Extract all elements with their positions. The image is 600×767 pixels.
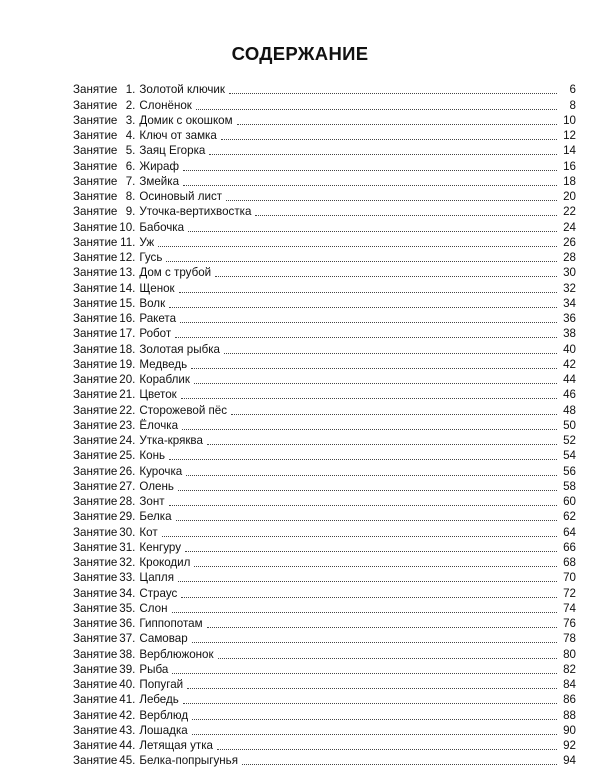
dot-leader [180, 313, 557, 323]
lesson-number: 21. [119, 388, 136, 402]
lesson-label: Занятие [73, 754, 118, 767]
lesson-title: Осиновый лист [139, 190, 223, 203]
lesson-number: 32. [119, 556, 136, 569]
page-number: 84 [563, 678, 576, 691]
lesson-number: 30. [119, 525, 136, 539]
lesson-label: Занятие [73, 449, 118, 463]
lesson-title: Медведь [139, 357, 188, 371]
page-number: 78 [563, 632, 576, 646]
dot-leader [207, 435, 557, 445]
dot-leader [179, 283, 557, 293]
lesson-number: 43. [119, 723, 136, 737]
toc-entry [73, 264, 576, 279]
lesson-number: 41. [119, 693, 136, 707]
table-of-contents [73, 81, 576, 767]
lesson-label: Занятие [73, 678, 118, 691]
dot-leader [169, 496, 557, 506]
lesson-label: Занятие [73, 723, 118, 737]
lesson-title: Рыба [139, 662, 169, 676]
toc-entry [73, 630, 576, 645]
lesson-label: Занятие [73, 357, 118, 371]
lesson-title: Зонт [139, 495, 165, 508]
toc-entry [73, 615, 576, 630]
page-number: 66 [563, 540, 576, 554]
dot-leader [188, 222, 557, 232]
lesson-label: Занятие [73, 571, 118, 585]
lesson-title: Цветок [139, 388, 177, 402]
toc-entry [73, 523, 576, 538]
lesson-title: Лебедь [139, 693, 179, 707]
lesson-number: 20. [119, 373, 136, 386]
lesson-title: Жираф [139, 159, 179, 173]
toc-entry [73, 310, 576, 325]
dot-leader [218, 649, 557, 659]
lesson-title: Дом с трубой [139, 266, 212, 280]
page-number: 50 [563, 418, 576, 432]
lesson-title: Слонёнок [139, 98, 192, 112]
lesson-label: Занятие [73, 266, 118, 280]
page-title: СОДЕРЖАНИЕ [231, 43, 369, 64]
lesson-title: Олень [139, 479, 174, 493]
dot-leader [183, 161, 557, 171]
lesson-label: Занятие [73, 708, 118, 722]
lesson-label: Занятие [73, 113, 118, 127]
dot-leader [182, 420, 557, 430]
page-number: 26 [563, 235, 576, 249]
page-number: 32 [563, 281, 576, 295]
lesson-title: Белка-попрыгунья [139, 754, 238, 767]
lesson-title: Сторожевой пёс [139, 403, 228, 417]
dot-leader [187, 679, 557, 689]
toc-entry [73, 356, 576, 371]
lesson-number: 1. [125, 83, 136, 97]
lesson-number: 22. [119, 403, 136, 417]
toc-entry [73, 218, 576, 233]
lesson-number: 8. [125, 190, 136, 203]
dot-leader [169, 298, 557, 308]
toc-entry [73, 188, 576, 203]
lesson-label: Занятие [73, 220, 118, 234]
page-number: 56 [563, 464, 576, 478]
lesson-number: 33. [119, 571, 136, 585]
lesson-label: Занятие [73, 174, 118, 188]
lesson-title: Золотой ключик [139, 83, 225, 97]
lesson-title: Заяц Егорка [139, 144, 206, 158]
dot-leader [181, 588, 557, 598]
lesson-title: Белка [139, 510, 172, 524]
lesson-title: Страус [139, 586, 178, 600]
dot-leader [181, 389, 557, 399]
dot-leader [207, 618, 557, 628]
lesson-title: Змейка [139, 174, 180, 188]
toc-entry [73, 417, 576, 432]
page-number: 28 [563, 251, 576, 264]
toc-entry [73, 340, 576, 355]
page-number: 14 [563, 144, 576, 158]
lesson-label: Занятие [73, 312, 118, 325]
lesson-label: Занятие [73, 479, 118, 493]
lesson-label: Занятие [73, 540, 118, 554]
lesson-title: Конь [139, 449, 166, 463]
page-number: 24 [563, 220, 576, 234]
lesson-title: Ключ от замка [139, 129, 217, 142]
page-number: 54 [563, 449, 576, 463]
lesson-title: Кораблик [139, 373, 190, 386]
lesson-title: Домик с окошком [139, 113, 233, 127]
lesson-number: 5. [125, 144, 136, 158]
lesson-number: 37. [119, 632, 136, 646]
lesson-label: Занятие [73, 464, 118, 478]
page-number: 42 [563, 357, 576, 371]
page-number: 80 [563, 647, 576, 661]
lesson-label: Занятие [73, 632, 118, 646]
toc-entry [73, 432, 576, 447]
dot-leader [217, 740, 557, 750]
dot-leader [162, 527, 557, 537]
lesson-label: Занятие [73, 205, 118, 219]
lesson-number: 27. [119, 479, 136, 493]
page-number: 46 [563, 388, 576, 402]
lesson-number: 13. [119, 266, 136, 280]
toc-entry [73, 752, 576, 767]
toc-entry [73, 508, 576, 523]
page-number: 88 [563, 708, 576, 722]
page-number: 12 [563, 129, 576, 142]
dot-leader [178, 572, 557, 582]
toc-entry [73, 325, 576, 340]
dot-leader [183, 176, 557, 186]
toc-entry [73, 173, 576, 188]
lesson-label: Занятие [73, 434, 118, 447]
lesson-number: 19. [119, 357, 136, 371]
toc-entry [73, 81, 576, 96]
lesson-title: Верблюд [139, 708, 189, 722]
lesson-label: Занятие [73, 190, 118, 203]
page-number: 86 [563, 693, 576, 707]
dot-leader [186, 466, 557, 476]
page-number: 58 [563, 479, 576, 493]
dot-leader [237, 115, 557, 125]
lesson-title: Щенок [139, 281, 175, 295]
lesson-number: 12. [119, 251, 136, 264]
toc-entry [73, 706, 576, 721]
dot-leader [194, 557, 557, 567]
dot-leader [192, 710, 557, 720]
toc-entry [73, 249, 576, 264]
toc-entry [73, 493, 576, 508]
lesson-title: Верблюжонок [139, 647, 214, 661]
lesson-label: Занятие [73, 495, 118, 508]
page-number: 38 [563, 327, 576, 341]
dot-leader [224, 344, 557, 354]
page-number: 8 [569, 98, 576, 112]
toc-entry [73, 661, 576, 676]
page-number: 6 [569, 83, 576, 97]
dot-leader [176, 511, 557, 521]
page-number: 60 [563, 495, 576, 508]
lesson-number: 9. [125, 205, 136, 219]
lesson-label: Занятие [73, 281, 118, 295]
lesson-title: Золотая рыбка [139, 342, 220, 356]
lesson-number: 39. [119, 662, 136, 676]
lesson-title: Слон [139, 601, 168, 615]
dot-leader [229, 84, 557, 94]
toc-entry [73, 645, 576, 660]
dot-leader [185, 542, 557, 552]
lesson-number: 25. [119, 449, 136, 463]
page-number: 92 [563, 739, 576, 752]
lesson-number: 40. [119, 678, 136, 691]
lesson-label: Занятие [73, 617, 118, 630]
toc-entry [73, 112, 576, 127]
toc-entry [73, 127, 576, 142]
dot-leader [231, 405, 557, 415]
toc-entry [73, 462, 576, 477]
page-number: 18 [563, 174, 576, 188]
page-number: 16 [563, 159, 576, 173]
page-number: 94 [563, 754, 576, 767]
lesson-label: Занятие [73, 525, 118, 539]
dot-leader [215, 267, 557, 277]
lesson-title: Крокодил [139, 556, 191, 569]
page-number: 30 [563, 266, 576, 280]
lesson-title: Утка-кряква [139, 434, 203, 447]
toc-entry [73, 554, 576, 569]
lesson-label: Занятие [73, 647, 118, 661]
lesson-label: Занятие [73, 296, 118, 310]
dot-leader [172, 664, 557, 674]
toc-entry [73, 279, 576, 294]
lesson-number: 26. [119, 464, 136, 478]
lesson-number: 35. [119, 601, 136, 615]
page-number: 36 [563, 312, 576, 325]
lesson-label: Занятие [73, 342, 118, 356]
lesson-title: Цапля [139, 571, 174, 585]
lesson-label: Занятие [73, 159, 118, 173]
lesson-number: 34. [119, 586, 136, 600]
page-number: 64 [563, 525, 576, 539]
lesson-number: 23. [119, 418, 136, 432]
lesson-label: Занятие [73, 373, 118, 386]
lesson-label: Занятие [73, 510, 118, 524]
lesson-title: Уж [139, 235, 155, 249]
dot-leader [175, 328, 557, 338]
lesson-label: Занятие [73, 388, 118, 402]
toc-entry [73, 676, 576, 691]
dot-leader [183, 694, 557, 704]
lesson-title: Кенгуру [139, 540, 181, 554]
lesson-number: 38. [119, 647, 136, 661]
toc-entry [73, 371, 576, 386]
page-number: 62 [563, 510, 576, 524]
dot-leader [226, 191, 557, 201]
page-number: 10 [563, 113, 576, 127]
lesson-number: 24. [119, 434, 136, 447]
lesson-label: Занятие [73, 129, 118, 142]
lesson-number: 14. [119, 281, 136, 295]
lesson-number: 11. [120, 235, 136, 249]
dot-leader [192, 725, 557, 735]
lesson-title: Гиппопотам [139, 617, 203, 630]
toc-entry [73, 569, 576, 584]
lesson-title: Ёлочка [139, 418, 179, 432]
page-number: 76 [563, 617, 576, 630]
lesson-title: Уточка-вертихвостка [139, 205, 252, 219]
lesson-number: 16. [119, 312, 136, 325]
lesson-label: Занятие [73, 693, 118, 707]
toc-entry [73, 447, 576, 462]
page-number: 20 [563, 190, 576, 203]
lesson-number: 2. [125, 98, 136, 112]
lesson-label: Занятие [73, 83, 118, 97]
lesson-title: Попугай [139, 678, 184, 691]
dot-leader [192, 633, 557, 643]
toc-entry [73, 203, 576, 218]
dot-leader [191, 359, 557, 369]
lesson-label: Занятие [73, 418, 118, 432]
toc-entry [73, 142, 576, 157]
lesson-title: Робот [139, 327, 172, 341]
page-number: 22 [563, 205, 576, 219]
toc-entry [73, 234, 576, 249]
toc-entry [73, 401, 576, 416]
toc-entry [73, 600, 576, 615]
lesson-number: 45. [119, 754, 136, 767]
lesson-title: Летящая утка [139, 739, 214, 752]
lesson-number: 3. [125, 113, 136, 127]
page-number: 52 [563, 434, 576, 447]
dot-leader [166, 252, 557, 262]
toc-entry [73, 295, 576, 310]
lesson-number: 18. [119, 342, 136, 356]
dot-leader [196, 100, 557, 110]
page-number: 72 [563, 586, 576, 600]
toc-entry [73, 539, 576, 554]
lesson-label: Занятие [73, 327, 118, 341]
page-number: 44 [563, 373, 576, 386]
lesson-number: 4. [125, 129, 136, 142]
lesson-label: Занятие [73, 251, 118, 264]
lesson-title: Самовар [139, 632, 188, 646]
lesson-number: 31. [119, 540, 136, 554]
lesson-number: 17. [119, 327, 136, 341]
lesson-label: Занятие [73, 235, 118, 249]
lesson-title: Ракета [139, 312, 177, 325]
lesson-label: Занятие [73, 144, 118, 158]
lesson-title: Бабочка [139, 220, 185, 234]
dot-leader [221, 130, 557, 140]
lesson-title: Лошадка [139, 723, 188, 737]
lesson-number: 10. [119, 220, 136, 234]
dot-leader [178, 481, 557, 491]
lesson-number: 6. [125, 159, 136, 173]
page-number: 48 [563, 403, 576, 417]
toc-entry [73, 722, 576, 737]
lesson-title: Курочка [139, 464, 183, 478]
toc-entry [73, 386, 576, 401]
lesson-title: Кот [139, 525, 158, 539]
lesson-title: Гусь [139, 251, 163, 264]
toc-entry [73, 691, 576, 706]
lesson-number: 29. [119, 510, 136, 524]
page-number: 40 [563, 342, 576, 356]
page-number: 68 [563, 556, 576, 569]
lesson-number: 42. [119, 708, 136, 722]
page-number: 82 [563, 662, 576, 676]
toc-entry [73, 157, 576, 172]
lesson-label: Занятие [73, 403, 118, 417]
dot-leader [194, 374, 557, 384]
lesson-label: Занятие [73, 739, 118, 752]
toc-entry [73, 584, 576, 599]
page-number: 70 [563, 571, 576, 585]
dot-leader [242, 755, 557, 765]
lesson-label: Занятие [73, 586, 118, 600]
lesson-number: 15. [119, 296, 136, 310]
lesson-number: 36. [119, 617, 136, 630]
lesson-number: 28. [119, 495, 136, 508]
lesson-title: Волк [139, 296, 166, 310]
page-number: 90 [563, 723, 576, 737]
toc-entry [73, 478, 576, 493]
dot-leader [169, 450, 557, 460]
lesson-label: Занятие [73, 556, 118, 569]
lesson-label: Занятие [73, 601, 118, 615]
dot-leader [158, 237, 557, 247]
toc-entry [73, 96, 576, 111]
lesson-label: Занятие [73, 662, 118, 676]
lesson-number: 7. [125, 174, 136, 188]
lesson-number: 44. [119, 739, 136, 752]
page-number: 74 [563, 601, 576, 615]
dot-leader [255, 206, 557, 216]
page-number: 34 [563, 296, 576, 310]
dot-leader [209, 145, 557, 155]
lesson-label: Занятие [73, 98, 118, 112]
dot-leader [172, 603, 558, 613]
